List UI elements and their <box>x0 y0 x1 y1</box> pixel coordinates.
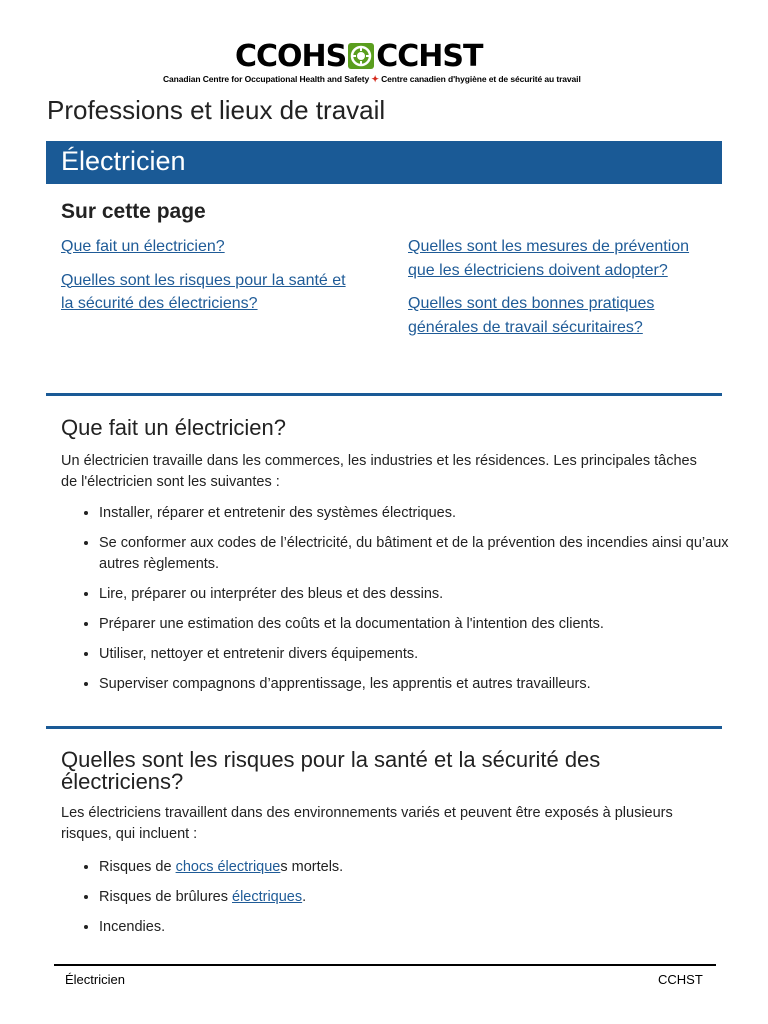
section-intro-risques: Les électriciens travaillent dans des environnements variés et peuvent être exposés à plusieurs risques, qui incluent : <box>61 805 673 842</box>
list-item-text: Risques de <box>99 859 176 875</box>
logo-right-text: CCHST <box>376 39 483 74</box>
section-intro-que-fait: Un électricien travaille dans les commerces, les industries et les résidences. Les principales tâches de l'électricien sont les suivantes : <box>61 453 697 490</box>
footer-doc-name: Électricien <box>65 972 125 987</box>
list-item: • Se conformer aux codes de l’électricité, du bâtiment et de la prévention des incendies ainsi qu’aux autres règlements. <box>99 533 739 575</box>
list-item <box>99 887 739 908</box>
list-item <box>99 857 739 878</box>
footer-divider <box>54 964 716 966</box>
list-item-text: . <box>302 889 307 905</box>
toc-link-que-fait[interactable]: Que fait un électricien? <box>61 238 225 255</box>
toc-link-risques[interactable]: Quelles sont les risques pour la santé et la sécurité des électriciens? <box>61 271 346 312</box>
list-item: • Utiliser, nettoyer et entretenir divers équipements. <box>99 644 739 665</box>
logo-subtitle-fr: Centre canadien d'hygiène et de sécurité au travail <box>381 74 581 84</box>
list-item: • Installer, réparer et entretenir des systèmes électriques. <box>99 503 739 524</box>
footer-org: CCHST <box>658 972 703 987</box>
logo-left-text: CCOHS <box>235 39 347 74</box>
toc-heading: Sur cette page <box>61 200 206 223</box>
ccohs-logo <box>163 40 605 86</box>
ccohs-emblem-icon <box>347 42 375 70</box>
toc-link-bonnes-pratiques[interactable]: Quelles sont des bonnes pratiques générales de travail sécuritaires? <box>408 295 655 336</box>
list-item-text: s mortels. <box>280 859 344 875</box>
logo-wordmark <box>235 40 482 74</box>
risk-list <box>61 857 739 947</box>
list-item-text: Risques de brûlures <box>99 889 232 905</box>
maple-leaf-icon: ✦ <box>371 74 379 84</box>
document-title: Professions et lieux de travail <box>47 95 386 125</box>
toc-right-column <box>408 235 718 349</box>
list-item: • Lire, préparer ou interpréter des bleus et des dessins. <box>99 584 739 605</box>
section-heading-risques: Quelles sont les risques pour la santé et la sécurité des électriciens? <box>61 747 601 794</box>
list-item: • Superviser compagnons d’apprentissage, les apprentis et autres travailleurs. <box>99 674 739 695</box>
link-chocs-electriques[interactable]: chocs électrique <box>175 859 281 875</box>
logo-subtitle <box>163 74 605 85</box>
toc-link-mesures-prevention[interactable]: Quelles sont les mesures de prévention que les électriciens doivent adopter? <box>408 238 690 279</box>
page-title: Électricien <box>61 146 186 176</box>
list-item: • Incendies. <box>99 917 739 938</box>
list-item: • Préparer une estimation des coûts et la documentation à l'intention des clients. <box>99 614 739 635</box>
logo-subtitle-en: Canadian Centre for Occupational Health and Safety <box>163 74 370 84</box>
title-banner <box>46 141 722 184</box>
task-list <box>61 503 739 704</box>
link-electriques[interactable]: électriques <box>232 889 303 905</box>
toc-left-column <box>61 235 361 326</box>
section-divider <box>46 393 722 396</box>
section-heading-que-fait: Que fait un électricien? <box>61 415 287 440</box>
section-divider <box>46 726 722 729</box>
